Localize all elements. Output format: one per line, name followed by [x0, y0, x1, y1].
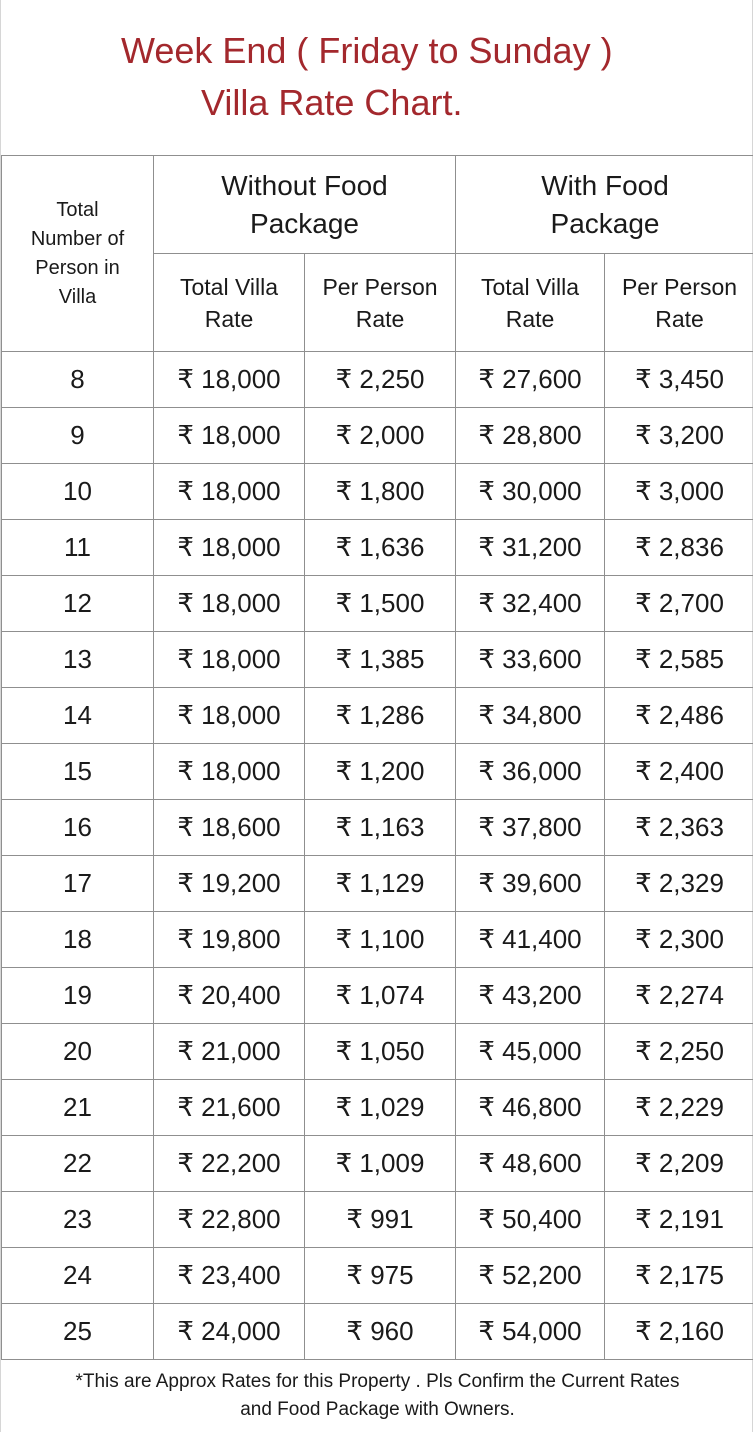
- persons-cell: 19: [2, 968, 154, 1024]
- without-food-total-cell: ₹ 18,000: [154, 744, 305, 800]
- without-food-total-cell: ₹ 18,600: [154, 800, 305, 856]
- with-food-per-person-cell: ₹ 2,175: [605, 1248, 753, 1304]
- without-food-per-person-cell: ₹ 1,074: [305, 968, 456, 1024]
- table-row: [2, 576, 753, 632]
- table-row: [2, 800, 753, 856]
- with-food-total-cell: ₹ 46,800: [456, 1080, 605, 1136]
- with-food-total-cell: ₹ 45,000: [456, 1024, 605, 1080]
- without-food-total-cell: ₹ 18,000: [154, 464, 305, 520]
- without-food-per-person-cell: ₹ 1,129: [305, 856, 456, 912]
- table-row: [2, 1248, 753, 1304]
- disclaimer-line-2: and Food Package with Owners.: [240, 1399, 515, 1420]
- with-food-per-person-cell: ₹ 2,274: [605, 968, 753, 1024]
- table-row: [2, 632, 753, 688]
- without-food-per-person-cell: ₹ 1,200: [305, 744, 456, 800]
- persons-cell: 17: [2, 856, 154, 912]
- without-food-per-person-cell: ₹ 1,100: [305, 912, 456, 968]
- rate-table: [1, 155, 753, 1360]
- table-row: [2, 408, 753, 464]
- with-food-total-cell: ₹ 31,200: [456, 520, 605, 576]
- header-without-per-person-rate: Per Person Rate: [305, 254, 456, 352]
- without-food-per-person-cell: ₹ 1,500: [305, 576, 456, 632]
- table-row: [2, 520, 753, 576]
- without-food-total-cell: ₹ 18,000: [154, 352, 305, 408]
- with-food-per-person-cell: ₹ 2,363: [605, 800, 753, 856]
- disclaimer-line-1: *This are Approx Rates for this Property . Pls Confirm the Current Rates: [75, 1371, 680, 1392]
- header-without-total-villa-rate: Total Villa Rate: [154, 254, 305, 352]
- with-food-total-cell: ₹ 54,000: [456, 1304, 605, 1360]
- header-with-food: With Food Package: [456, 156, 753, 254]
- persons-cell: 18: [2, 912, 154, 968]
- without-food-per-person-cell: ₹ 1,636: [305, 520, 456, 576]
- with-food-per-person-cell: ₹ 2,329: [605, 856, 753, 912]
- with-food-total-cell: ₹ 27,600: [456, 352, 605, 408]
- without-food-per-person-cell: ₹ 2,000: [305, 408, 456, 464]
- without-food-per-person-cell: ₹ 991: [305, 1192, 456, 1248]
- persons-cell: 8: [2, 352, 154, 408]
- header-with-per-person-rate: Per Person Rate: [605, 254, 753, 352]
- title-block: [1, 0, 752, 155]
- with-food-per-person-cell: ₹ 3,450: [605, 352, 753, 408]
- with-food-total-cell: ₹ 43,200: [456, 968, 605, 1024]
- without-food-total-cell: ₹ 20,400: [154, 968, 305, 1024]
- table-row: [2, 352, 753, 408]
- without-food-per-person-cell: ₹ 1,009: [305, 1136, 456, 1192]
- with-food-per-person-cell: ₹ 2,486: [605, 688, 753, 744]
- persons-cell: 13: [2, 632, 154, 688]
- with-food-total-cell: ₹ 50,400: [456, 1192, 605, 1248]
- without-food-total-cell: ₹ 18,000: [154, 576, 305, 632]
- without-food-total-cell: ₹ 24,000: [154, 1304, 305, 1360]
- persons-cell: 9: [2, 408, 154, 464]
- with-food-per-person-cell: ₹ 2,191: [605, 1192, 753, 1248]
- table-row: [2, 1136, 753, 1192]
- persons-cell: 12: [2, 576, 154, 632]
- without-food-per-person-cell: ₹ 1,286: [305, 688, 456, 744]
- table-row: [2, 1080, 753, 1136]
- without-food-total-cell: ₹ 19,800: [154, 912, 305, 968]
- without-food-total-cell: ₹ 21,600: [154, 1080, 305, 1136]
- without-food-total-cell: ₹ 21,000: [154, 1024, 305, 1080]
- with-food-per-person-cell: ₹ 2,229: [605, 1080, 753, 1136]
- persons-cell: 21: [2, 1080, 154, 1136]
- with-food-total-cell: ₹ 39,600: [456, 856, 605, 912]
- persons-cell: 25: [2, 1304, 154, 1360]
- with-food-per-person-cell: ₹ 3,200: [605, 408, 753, 464]
- persons-cell: 22: [2, 1136, 154, 1192]
- with-food-per-person-cell: ₹ 2,250: [605, 1024, 753, 1080]
- with-food-total-cell: ₹ 48,600: [456, 1136, 605, 1192]
- persons-cell: 23: [2, 1192, 154, 1248]
- persons-cell: 16: [2, 800, 154, 856]
- without-food-per-person-cell: ₹ 1,029: [305, 1080, 456, 1136]
- table-row: [2, 912, 753, 968]
- with-food-total-cell: ₹ 37,800: [456, 800, 605, 856]
- without-food-total-cell: ₹ 18,000: [154, 520, 305, 576]
- with-food-per-person-cell: ₹ 3,000: [605, 464, 753, 520]
- rate-table-body: [2, 352, 753, 1360]
- persons-cell: 10: [2, 464, 154, 520]
- without-food-per-person-cell: ₹ 960: [305, 1304, 456, 1360]
- table-row: [2, 464, 753, 520]
- persons-cell: 14: [2, 688, 154, 744]
- with-food-per-person-cell: ₹ 2,700: [605, 576, 753, 632]
- table-row: [2, 968, 753, 1024]
- header-persons: Total Number of Person in Villa: [2, 156, 154, 352]
- with-food-per-person-cell: ₹ 2,209: [605, 1136, 753, 1192]
- disclaimer-footer: [1, 1360, 753, 1432]
- persons-cell: 20: [2, 1024, 154, 1080]
- without-food-total-cell: ₹ 18,000: [154, 408, 305, 464]
- with-food-total-cell: ₹ 52,200: [456, 1248, 605, 1304]
- without-food-per-person-cell: ₹ 1,800: [305, 464, 456, 520]
- with-food-total-cell: ₹ 36,000: [456, 744, 605, 800]
- with-food-total-cell: ₹ 28,800: [456, 408, 605, 464]
- table-row: [2, 688, 753, 744]
- with-food-per-person-cell: ₹ 2,585: [605, 632, 753, 688]
- with-food-total-cell: ₹ 32,400: [456, 576, 605, 632]
- without-food-per-person-cell: ₹ 1,163: [305, 800, 456, 856]
- with-food-total-cell: ₹ 30,000: [456, 464, 605, 520]
- with-food-per-person-cell: ₹ 2,160: [605, 1304, 753, 1360]
- table-row: [2, 856, 753, 912]
- table-row: [2, 1304, 753, 1360]
- with-food-total-cell: ₹ 34,800: [456, 688, 605, 744]
- title-line-1: Week End ( Friday to Sunday ): [121, 30, 613, 71]
- without-food-total-cell: ₹ 18,000: [154, 632, 305, 688]
- without-food-per-person-cell: ₹ 975: [305, 1248, 456, 1304]
- persons-cell: 24: [2, 1248, 154, 1304]
- with-food-per-person-cell: ₹ 2,836: [605, 520, 753, 576]
- persons-cell: 15: [2, 744, 154, 800]
- without-food-per-person-cell: ₹ 2,250: [305, 352, 456, 408]
- table-row: [2, 1192, 753, 1248]
- persons-cell: 11: [2, 520, 154, 576]
- with-food-total-cell: ₹ 33,600: [456, 632, 605, 688]
- without-food-total-cell: ₹ 22,200: [154, 1136, 305, 1192]
- without-food-total-cell: ₹ 18,000: [154, 688, 305, 744]
- table-row: [2, 1024, 753, 1080]
- without-food-per-person-cell: ₹ 1,050: [305, 1024, 456, 1080]
- header-without-food: Without Food Package: [154, 156, 456, 254]
- title-line-2: Villa Rate Chart.: [201, 82, 463, 123]
- with-food-per-person-cell: ₹ 2,400: [605, 744, 753, 800]
- header-with-total-villa-rate: Total Villa Rate: [456, 254, 605, 352]
- without-food-total-cell: ₹ 22,800: [154, 1192, 305, 1248]
- without-food-total-cell: ₹ 23,400: [154, 1248, 305, 1304]
- table-row: [2, 744, 753, 800]
- with-food-total-cell: ₹ 41,400: [456, 912, 605, 968]
- without-food-per-person-cell: ₹ 1,385: [305, 632, 456, 688]
- with-food-per-person-cell: ₹ 2,300: [605, 912, 753, 968]
- without-food-total-cell: ₹ 19,200: [154, 856, 305, 912]
